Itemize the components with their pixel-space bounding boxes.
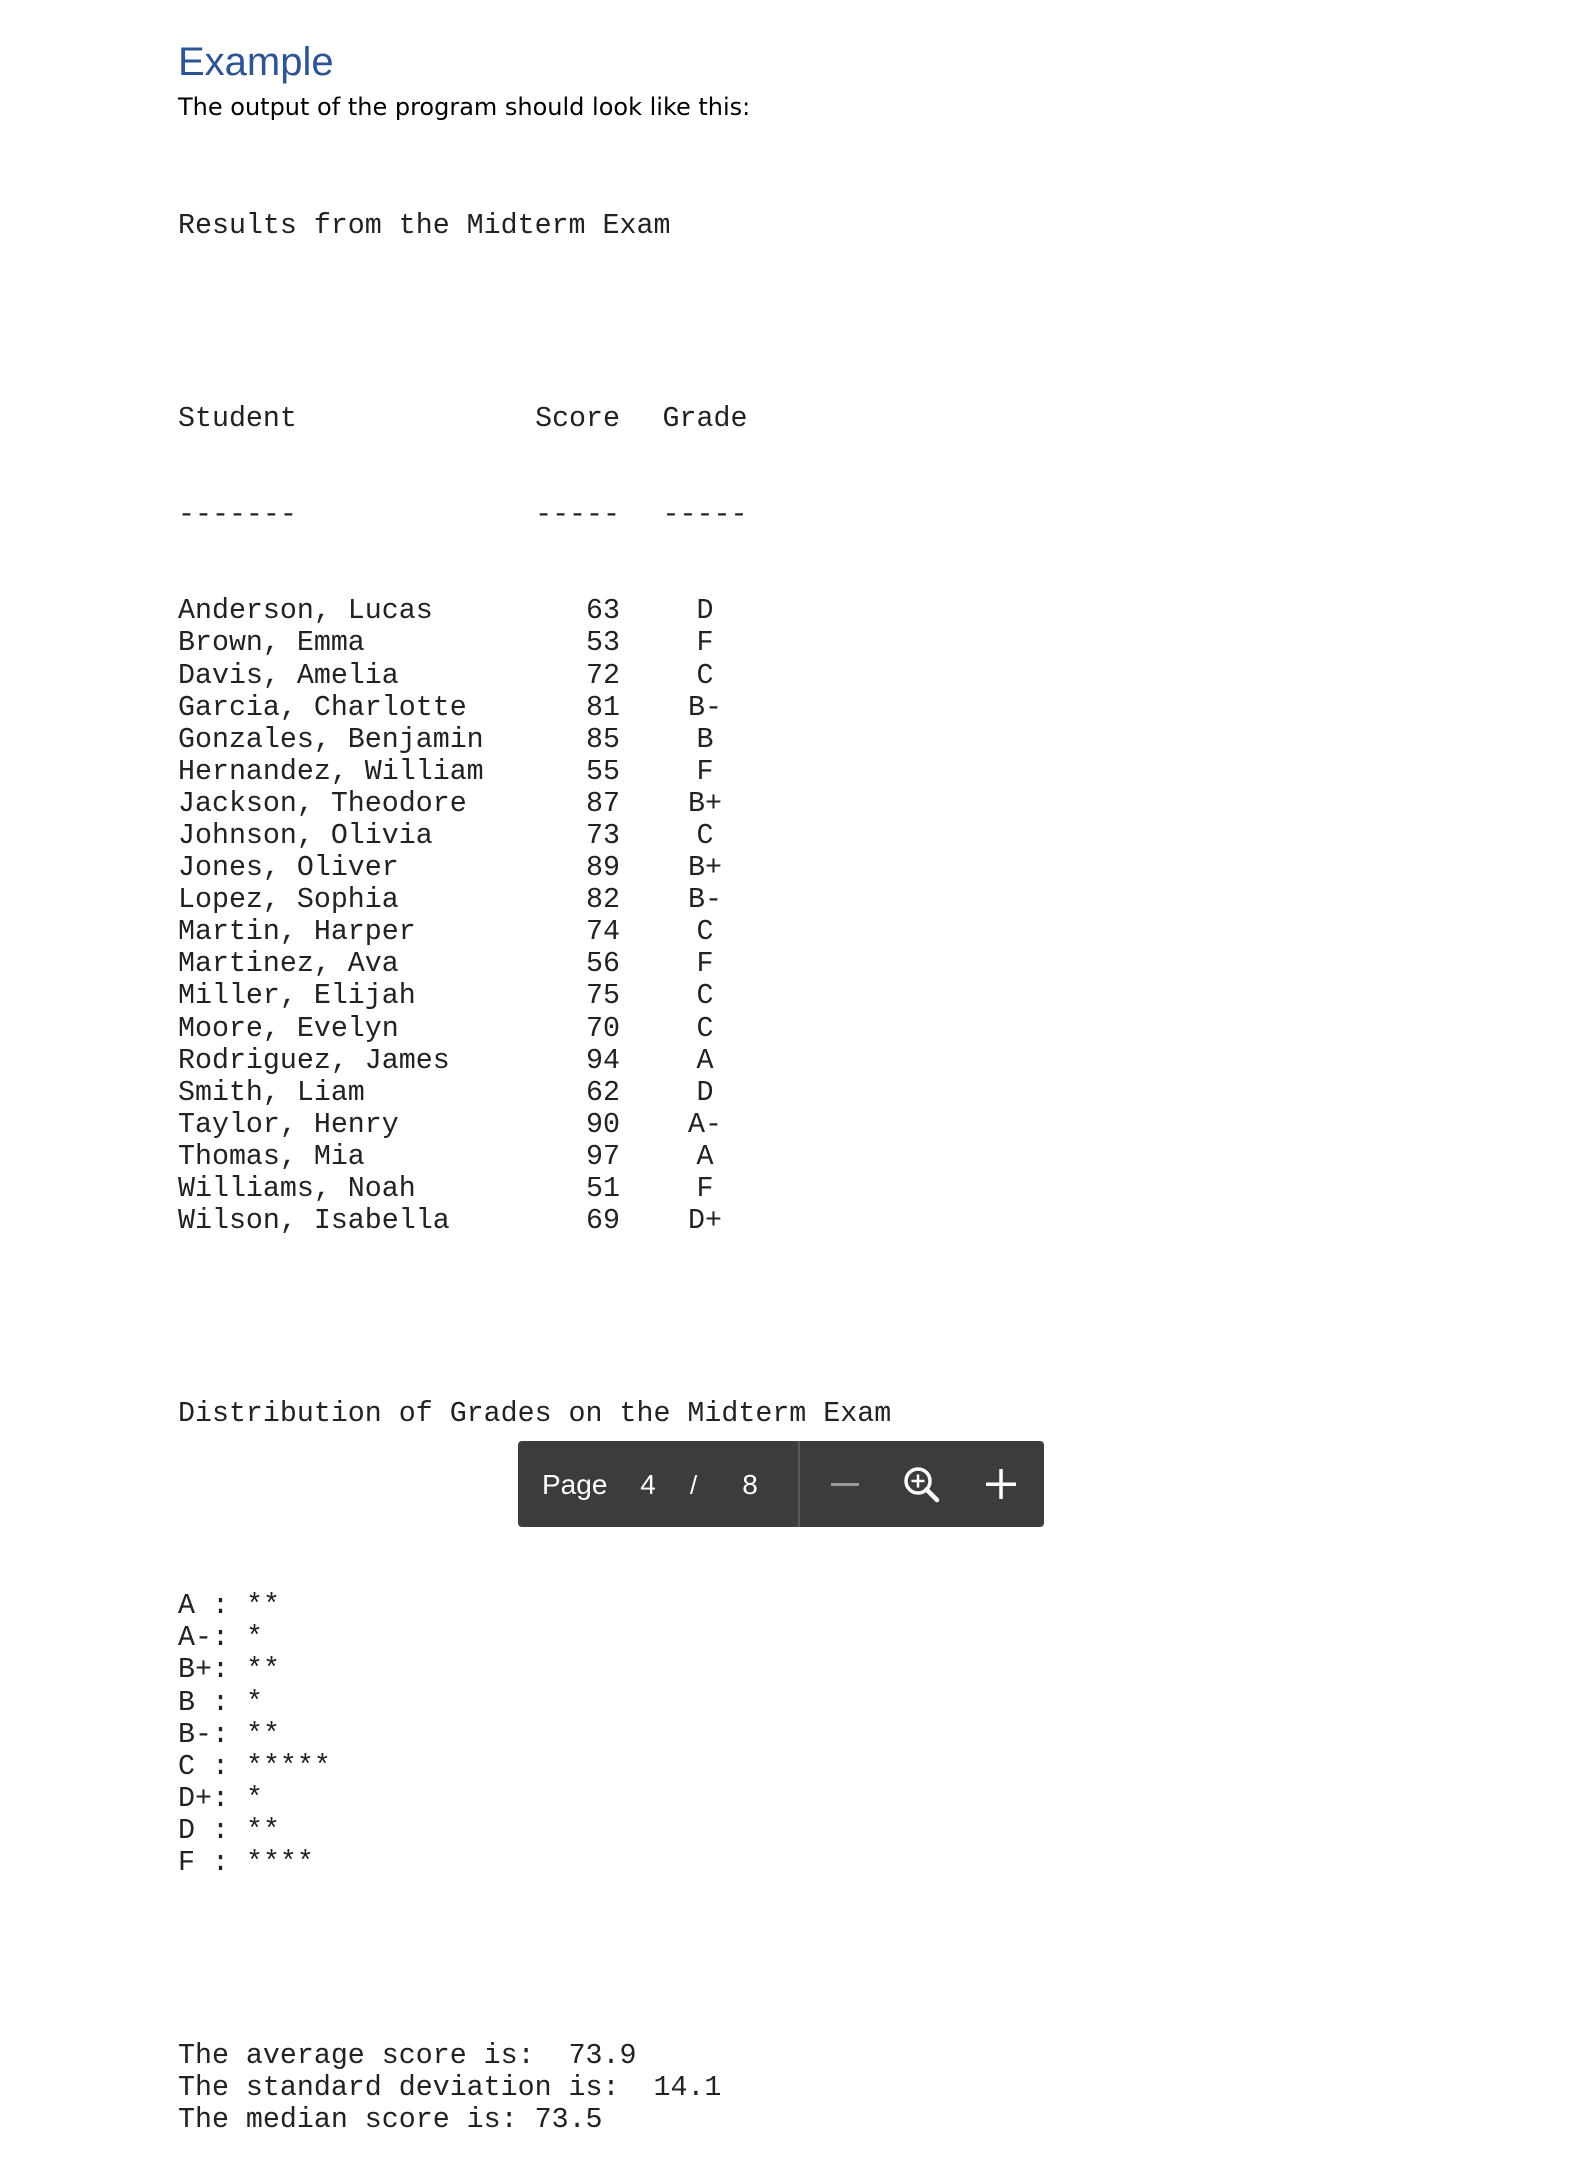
- student-grade: C: [696, 916, 714, 949]
- student-grade: B+: [688, 787, 722, 820]
- page-toolbar: [518, 1441, 1044, 1527]
- column-header-student: Student: [178, 402, 297, 435]
- student-name: Gonzales, Benjamin: [178, 723, 484, 756]
- distribution-stars: *: [245, 1782, 263, 1815]
- student-score: 75: [586, 980, 620, 1013]
- distribution-colon: :: [212, 1654, 246, 1687]
- report-title: Results from the Midterm Exam: [178, 210, 671, 243]
- distribution-stars: **: [245, 1654, 280, 1687]
- distribution-colon: :: [212, 1814, 246, 1847]
- distribution-stars: **: [245, 1814, 280, 1847]
- table-row: [178, 884, 891, 916]
- student-name: Hernandez, William: [178, 755, 484, 788]
- grade-distribution: [178, 1590, 891, 1879]
- distribution-row: [178, 1654, 891, 1686]
- table-row: [178, 916, 891, 948]
- student-name: Rodriguez, James: [178, 1044, 450, 1077]
- student-score: 51: [586, 1173, 620, 1205]
- summary-stats: [178, 2040, 891, 2136]
- distribution-stars: *: [245, 1686, 263, 1719]
- student-name: Garcia, Charlotte: [178, 691, 467, 724]
- distribution-grade: B: [178, 1686, 212, 1719]
- table-row: [178, 627, 891, 659]
- distribution-row: [178, 1687, 891, 1719]
- student-grade: A-: [688, 1108, 722, 1141]
- student-grade: D: [696, 595, 714, 628]
- table-row: [178, 1013, 891, 1045]
- table-row: [178, 820, 891, 852]
- student-name: Martinez, Ava: [178, 948, 399, 981]
- student-name: Davis, Amelia: [178, 659, 399, 692]
- distribution-row: [178, 1783, 891, 1815]
- student-name: Jackson, Theodore: [178, 787, 467, 820]
- distribution-row: [178, 1815, 891, 1847]
- student-grade: A: [696, 1044, 714, 1077]
- distribution-row: [178, 1719, 891, 1751]
- student-score: 56: [586, 948, 620, 981]
- student-grade: B: [696, 723, 714, 756]
- student-name: Jones, Oliver: [178, 852, 399, 885]
- student-score: 87: [586, 787, 620, 820]
- table-row: [178, 595, 891, 627]
- student-score: 74: [586, 916, 620, 949]
- table-row: [178, 1109, 891, 1141]
- plus-icon: [979, 1462, 1023, 1506]
- table-row: [178, 980, 891, 1012]
- student-name: Thomas, Mia: [178, 1140, 365, 1173]
- total-pages: 8: [742, 1469, 758, 1500]
- student-grade: B-: [688, 691, 722, 724]
- toolbar-divider: [798, 1441, 800, 1527]
- student-score: 55: [586, 755, 620, 788]
- student-score: 89: [586, 852, 620, 885]
- student-grade: C: [696, 1012, 714, 1045]
- student-grade: A: [696, 1140, 714, 1173]
- table-row: [178, 948, 891, 980]
- table-row: [178, 1045, 891, 1077]
- table-row: [178, 1205, 891, 1237]
- minus-icon: [821, 1462, 865, 1506]
- student-score: 69: [586, 1205, 620, 1238]
- distribution-row: [178, 1751, 891, 1783]
- student-score: 94: [586, 1044, 620, 1077]
- table-row: [178, 1077, 891, 1109]
- student-grade: F: [696, 948, 714, 981]
- blank-line: [178, 1301, 891, 1333]
- distribution-colon: :: [212, 1846, 246, 1879]
- distribution-stars: *****: [245, 1750, 331, 1783]
- distribution-grade: A-: [178, 1622, 212, 1655]
- underline-student: -------: [178, 499, 297, 532]
- student-grade: D+: [688, 1205, 722, 1238]
- distribution-row: [178, 1622, 891, 1654]
- stat-value: 14.1: [653, 2071, 722, 2104]
- student-name: Johnson, Olivia: [178, 819, 433, 852]
- student-score: 90: [586, 1108, 620, 1141]
- student-grade: F: [696, 755, 714, 788]
- student-score: 70: [586, 1012, 620, 1045]
- table-row: [178, 756, 891, 788]
- table-underline-row: [178, 499, 891, 531]
- distribution-title: Distribution of Grades on the Midterm Exam: [178, 1397, 892, 1430]
- page-separator: /: [690, 1470, 698, 1500]
- distribution-row: [178, 1590, 891, 1622]
- stat-line: [178, 2104, 891, 2136]
- student-score: 81: [586, 691, 620, 724]
- student-name: Martin, Harper: [178, 916, 416, 949]
- zoom-magnifier-icon: [899, 1462, 943, 1506]
- student-grade: C: [696, 659, 714, 692]
- distribution-grade: F: [178, 1846, 212, 1879]
- distribution-grade: B+: [178, 1654, 212, 1687]
- distribution-stars: *: [245, 1622, 263, 1655]
- page-heading: Example: [178, 40, 334, 84]
- distribution-grade: C: [178, 1750, 212, 1783]
- underline-score: -----: [535, 499, 620, 532]
- student-name: Anderson, Lucas: [178, 595, 433, 628]
- distribution-grade: D: [178, 1814, 212, 1847]
- student-score: 97: [586, 1140, 620, 1173]
- distribution-colon: :: [212, 1750, 246, 1783]
- distribution-grade: A: [178, 1590, 212, 1623]
- underline-grade: -----: [662, 499, 748, 532]
- student-score: 63: [586, 595, 620, 628]
- stat-line: [178, 2072, 891, 2104]
- student-rows: [178, 595, 891, 1237]
- student-name: Wilson, Isabella: [178, 1205, 450, 1238]
- student-grade: B-: [688, 884, 722, 917]
- student-name: Moore, Evelyn: [178, 1012, 399, 1045]
- page-label: Page: [542, 1469, 608, 1500]
- student-score: 72: [586, 659, 620, 692]
- table-header-row: [178, 403, 891, 435]
- stat-label: The standard deviation is:: [178, 2071, 654, 2104]
- student-grade: C: [696, 819, 714, 852]
- table-row: [178, 852, 891, 884]
- stat-value: 73.9: [568, 2039, 637, 2072]
- zoom-out-button[interactable]: [821, 1462, 865, 1506]
- table-row: [178, 724, 891, 756]
- intro-text: The output of the program should look like this:: [178, 93, 751, 121]
- stat-line: [178, 2040, 891, 2072]
- student-score: 62: [586, 1076, 620, 1109]
- student-grade: C: [696, 980, 714, 1013]
- distribution-row: [178, 1847, 891, 1879]
- student-score: 82: [586, 884, 620, 917]
- table-row: [178, 1141, 891, 1173]
- distribution-colon: :: [212, 1622, 246, 1655]
- student-grade: F: [696, 627, 714, 660]
- zoom-fit-button[interactable]: [899, 1462, 943, 1506]
- student-name: Williams, Noah: [178, 1173, 416, 1205]
- table-row: [178, 1173, 891, 1205]
- program-output: [178, 146, 891, 2168]
- zoom-in-button[interactable]: [979, 1462, 1023, 1506]
- column-header-score: Score: [535, 402, 620, 435]
- stat-label: The average score is:: [178, 2039, 569, 2072]
- student-name: Lopez, Sophia: [178, 884, 399, 917]
- student-grade: B+: [688, 852, 722, 885]
- column-header-grade: Grade: [662, 402, 748, 435]
- student-score: 73: [586, 819, 620, 852]
- stat-value: 73.5: [534, 2103, 603, 2136]
- student-name: Smith, Liam: [178, 1076, 365, 1109]
- student-name: Brown, Emma: [178, 627, 365, 660]
- distribution-colon: :: [212, 1782, 246, 1815]
- table-row: [178, 660, 891, 692]
- distribution-grade: B-: [178, 1718, 212, 1751]
- blank-line: [178, 1943, 891, 1975]
- distribution-colon: :: [212, 1686, 246, 1719]
- student-name: Taylor, Henry: [178, 1108, 399, 1141]
- distribution-stars: **: [245, 1590, 280, 1623]
- table-row: [178, 788, 891, 820]
- current-page-number[interactable]: 4: [640, 1469, 656, 1500]
- distribution-grade: D+: [178, 1782, 212, 1815]
- student-score: 85: [586, 723, 620, 756]
- student-grade: D: [696, 1076, 714, 1109]
- distribution-colon: :: [212, 1590, 246, 1623]
- student-score: 53: [586, 627, 620, 660]
- distribution-colon: :: [212, 1718, 246, 1751]
- student-name: Miller, Elijah: [178, 980, 416, 1013]
- stat-label: The median score is:: [178, 2103, 535, 2136]
- student-grade: F: [696, 1173, 714, 1205]
- blank-line: [178, 306, 891, 338]
- table-row: [178, 692, 891, 724]
- distribution-stars: **: [245, 1718, 280, 1751]
- distribution-stars: ****: [245, 1846, 314, 1879]
